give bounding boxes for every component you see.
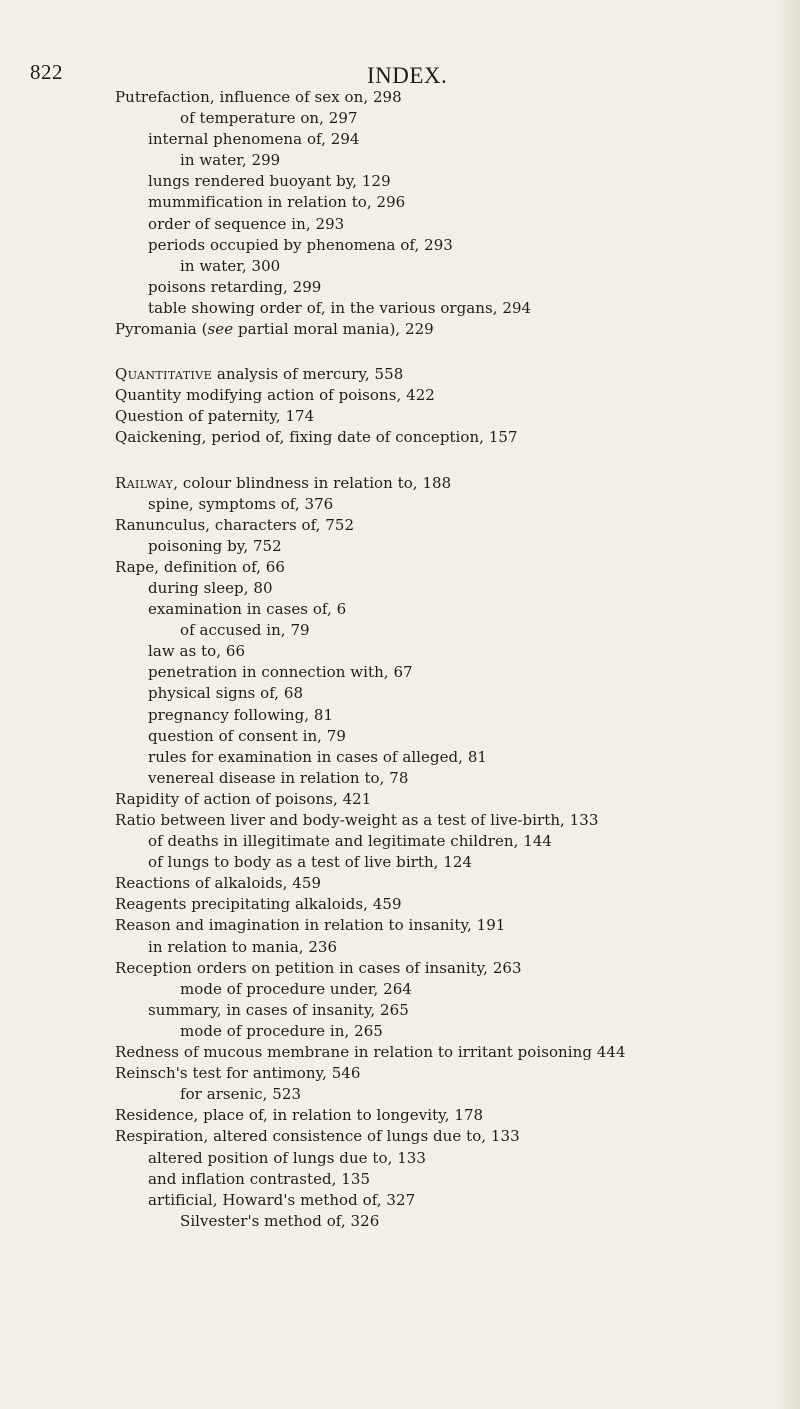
index-entry	[0, 406, 800, 427]
entry-text: examination in cases of, 6	[148, 600, 347, 619]
entry-text: Reception orders on petition in cases of insanity, 263	[115, 958, 522, 977]
entry-text: Respiration, altered consistence of lungs due to, 133	[115, 1127, 520, 1146]
index-subentry	[0, 1084, 800, 1105]
index-subentry	[0, 747, 800, 768]
entry-text: internal phenomena of, 294	[148, 130, 360, 149]
index-subentry	[0, 214, 800, 235]
entry-text: for arsenic, 523	[180, 1085, 302, 1104]
entry-text: mode of procedure under, 264	[180, 979, 412, 998]
index-subentry	[0, 298, 800, 319]
index-subentry	[0, 235, 800, 256]
entry-text: Putrefaction, influence of sex on, 298	[115, 88, 402, 106]
entry-lead-word: Quantitative	[115, 365, 213, 384]
entry-text: periods occupied by phenomena of, 293	[148, 235, 453, 254]
entry-text: in water, 299	[180, 151, 281, 170]
index-subentry	[0, 662, 800, 683]
index-subentry	[0, 171, 800, 192]
section-gap	[0, 340, 800, 364]
index-entry	[0, 364, 800, 385]
index-entry	[0, 958, 800, 979]
entry-text: poisons retarding, 299	[148, 277, 322, 296]
entry-text: venereal disease in relation to, 78	[148, 768, 409, 787]
index-section-r	[0, 473, 800, 1232]
index-entry	[0, 87, 800, 108]
entry-text: altered position of lungs due to, 133	[148, 1148, 426, 1167]
index-entry	[0, 515, 800, 536]
entry-text: Ranunculus, characters of, 752	[115, 515, 355, 534]
index-subentry	[0, 536, 800, 557]
index-subentry	[0, 1169, 800, 1190]
running-head: INDEX.	[367, 63, 448, 88]
entry-text: Qaickening, period of, fixing date of conception, 157	[115, 428, 518, 447]
entry-text: and inflation contrasted, 135	[148, 1169, 371, 1188]
entry-text: Reinsch's test for antimony, 546	[115, 1064, 361, 1083]
page-edge-shadow	[778, 0, 800, 1409]
index-subentry	[0, 1000, 800, 1021]
entry-text: lungs rendered buoyant by, 129	[148, 172, 391, 191]
index-subentry	[0, 1021, 800, 1042]
entry-text: Quantity modifying action of poisons, 422	[115, 386, 435, 405]
section-gap	[0, 449, 800, 473]
entry-text: pregnancy following, 81	[148, 705, 334, 724]
entry-text: of temperature on, 297	[180, 109, 358, 128]
entry-text: Reason and imagination in relation to insanity, 191	[115, 916, 506, 935]
index-entry	[0, 789, 800, 810]
entry-text: of accused in, 79	[180, 621, 310, 640]
index-subentry	[0, 277, 800, 298]
index-body	[0, 87, 800, 1232]
index-entry	[0, 473, 800, 494]
entry-text: in relation to mania, 236	[148, 937, 338, 956]
index-entry	[0, 1105, 800, 1126]
index-entry	[0, 385, 800, 406]
entry-text: , colour blindness in relation to, 188	[173, 473, 452, 492]
index-section-q	[0, 364, 800, 448]
index-entry	[0, 810, 800, 831]
index-subentry	[0, 641, 800, 662]
entry-lead-word: Railway	[115, 473, 174, 492]
entry-text: order of sequence in, 293	[148, 214, 345, 233]
entry-text: Pyromania (see partial moral mania), 229	[115, 320, 434, 339]
entry-text: analysis of mercury, 558	[212, 365, 404, 384]
entry-text: Redness of mucous membrane in relation to irritant poisoning 444	[115, 1043, 626, 1062]
entry-text: Ratio between liver and body-weight as a test of live-birth, 133	[115, 811, 599, 829]
index-entry	[0, 319, 800, 340]
entry-text: mummification in relation to, 296	[148, 193, 406, 212]
index-subentry	[0, 620, 800, 641]
entry-text: in water, 300	[180, 256, 281, 275]
index-subentry	[0, 1211, 800, 1232]
index-subentry	[0, 129, 800, 150]
entry-text: of deaths in illegitimate and legitimate children, 144	[148, 832, 553, 851]
entry-text: Rape, definition of, 66	[115, 557, 285, 576]
entry-text: penetration in connection with, 67	[148, 663, 413, 682]
index-entry	[0, 873, 800, 894]
index-subentry	[0, 683, 800, 704]
entry-text: Rapidity of action of poisons, 421	[115, 789, 372, 808]
index-subentry	[0, 494, 800, 515]
entry-text: summary, in cases of insanity, 265	[148, 1000, 409, 1019]
index-subentry	[0, 705, 800, 726]
index-subentry	[0, 1148, 800, 1169]
index-subentry	[0, 1190, 800, 1211]
index-subentry	[0, 256, 800, 277]
entry-text: artificial, Howard's method of, 327	[148, 1190, 416, 1209]
index-subentry	[0, 852, 800, 873]
entry-text: rules for examination in cases of alleged, 81	[148, 747, 488, 766]
entry-text: Residence, place of, in relation to longevity, 178	[115, 1106, 484, 1125]
entry-text: spine, symptoms of, 376	[148, 494, 334, 513]
entry-text: Reagents precipitating alkaloids, 459	[115, 895, 402, 914]
index-subentry	[0, 108, 800, 129]
entry-text: law as to, 66	[148, 642, 246, 661]
entry-text: Question of paternity, 174	[115, 407, 315, 426]
entry-text: table showing order of, in the various organs, 294	[148, 298, 532, 317]
index-entry	[0, 1063, 800, 1084]
index-entry	[0, 1042, 800, 1063]
entry-text: physical signs of, 68	[148, 684, 304, 703]
entry-text: of lungs to body as a test of live birth, 124	[148, 853, 473, 872]
index-subentry	[0, 768, 800, 789]
index-subentry	[0, 192, 800, 213]
index-subentry	[0, 150, 800, 171]
index-subentry	[0, 979, 800, 1000]
index-entry	[0, 915, 800, 936]
index-subentry	[0, 937, 800, 958]
entry-text: during sleep, 80	[148, 578, 273, 597]
entry-text: mode of procedure in, 265	[180, 1021, 383, 1040]
index-subentry	[0, 831, 800, 852]
page-number: 822	[30, 60, 63, 84]
index-subentry	[0, 599, 800, 620]
index-entry	[0, 557, 800, 578]
index-entry	[0, 427, 800, 448]
entry-text: Reactions of alkaloids, 459	[115, 874, 322, 893]
entry-text: Silvester's method of, 326	[180, 1211, 380, 1230]
entry-text: question of consent in, 79	[148, 726, 346, 745]
index-section-p	[0, 87, 800, 340]
index-subentry	[0, 726, 800, 747]
index-entry	[0, 894, 800, 915]
entry-text: poisoning by, 752	[148, 536, 282, 555]
index-subentry	[0, 578, 800, 599]
index-entry	[0, 1126, 800, 1147]
